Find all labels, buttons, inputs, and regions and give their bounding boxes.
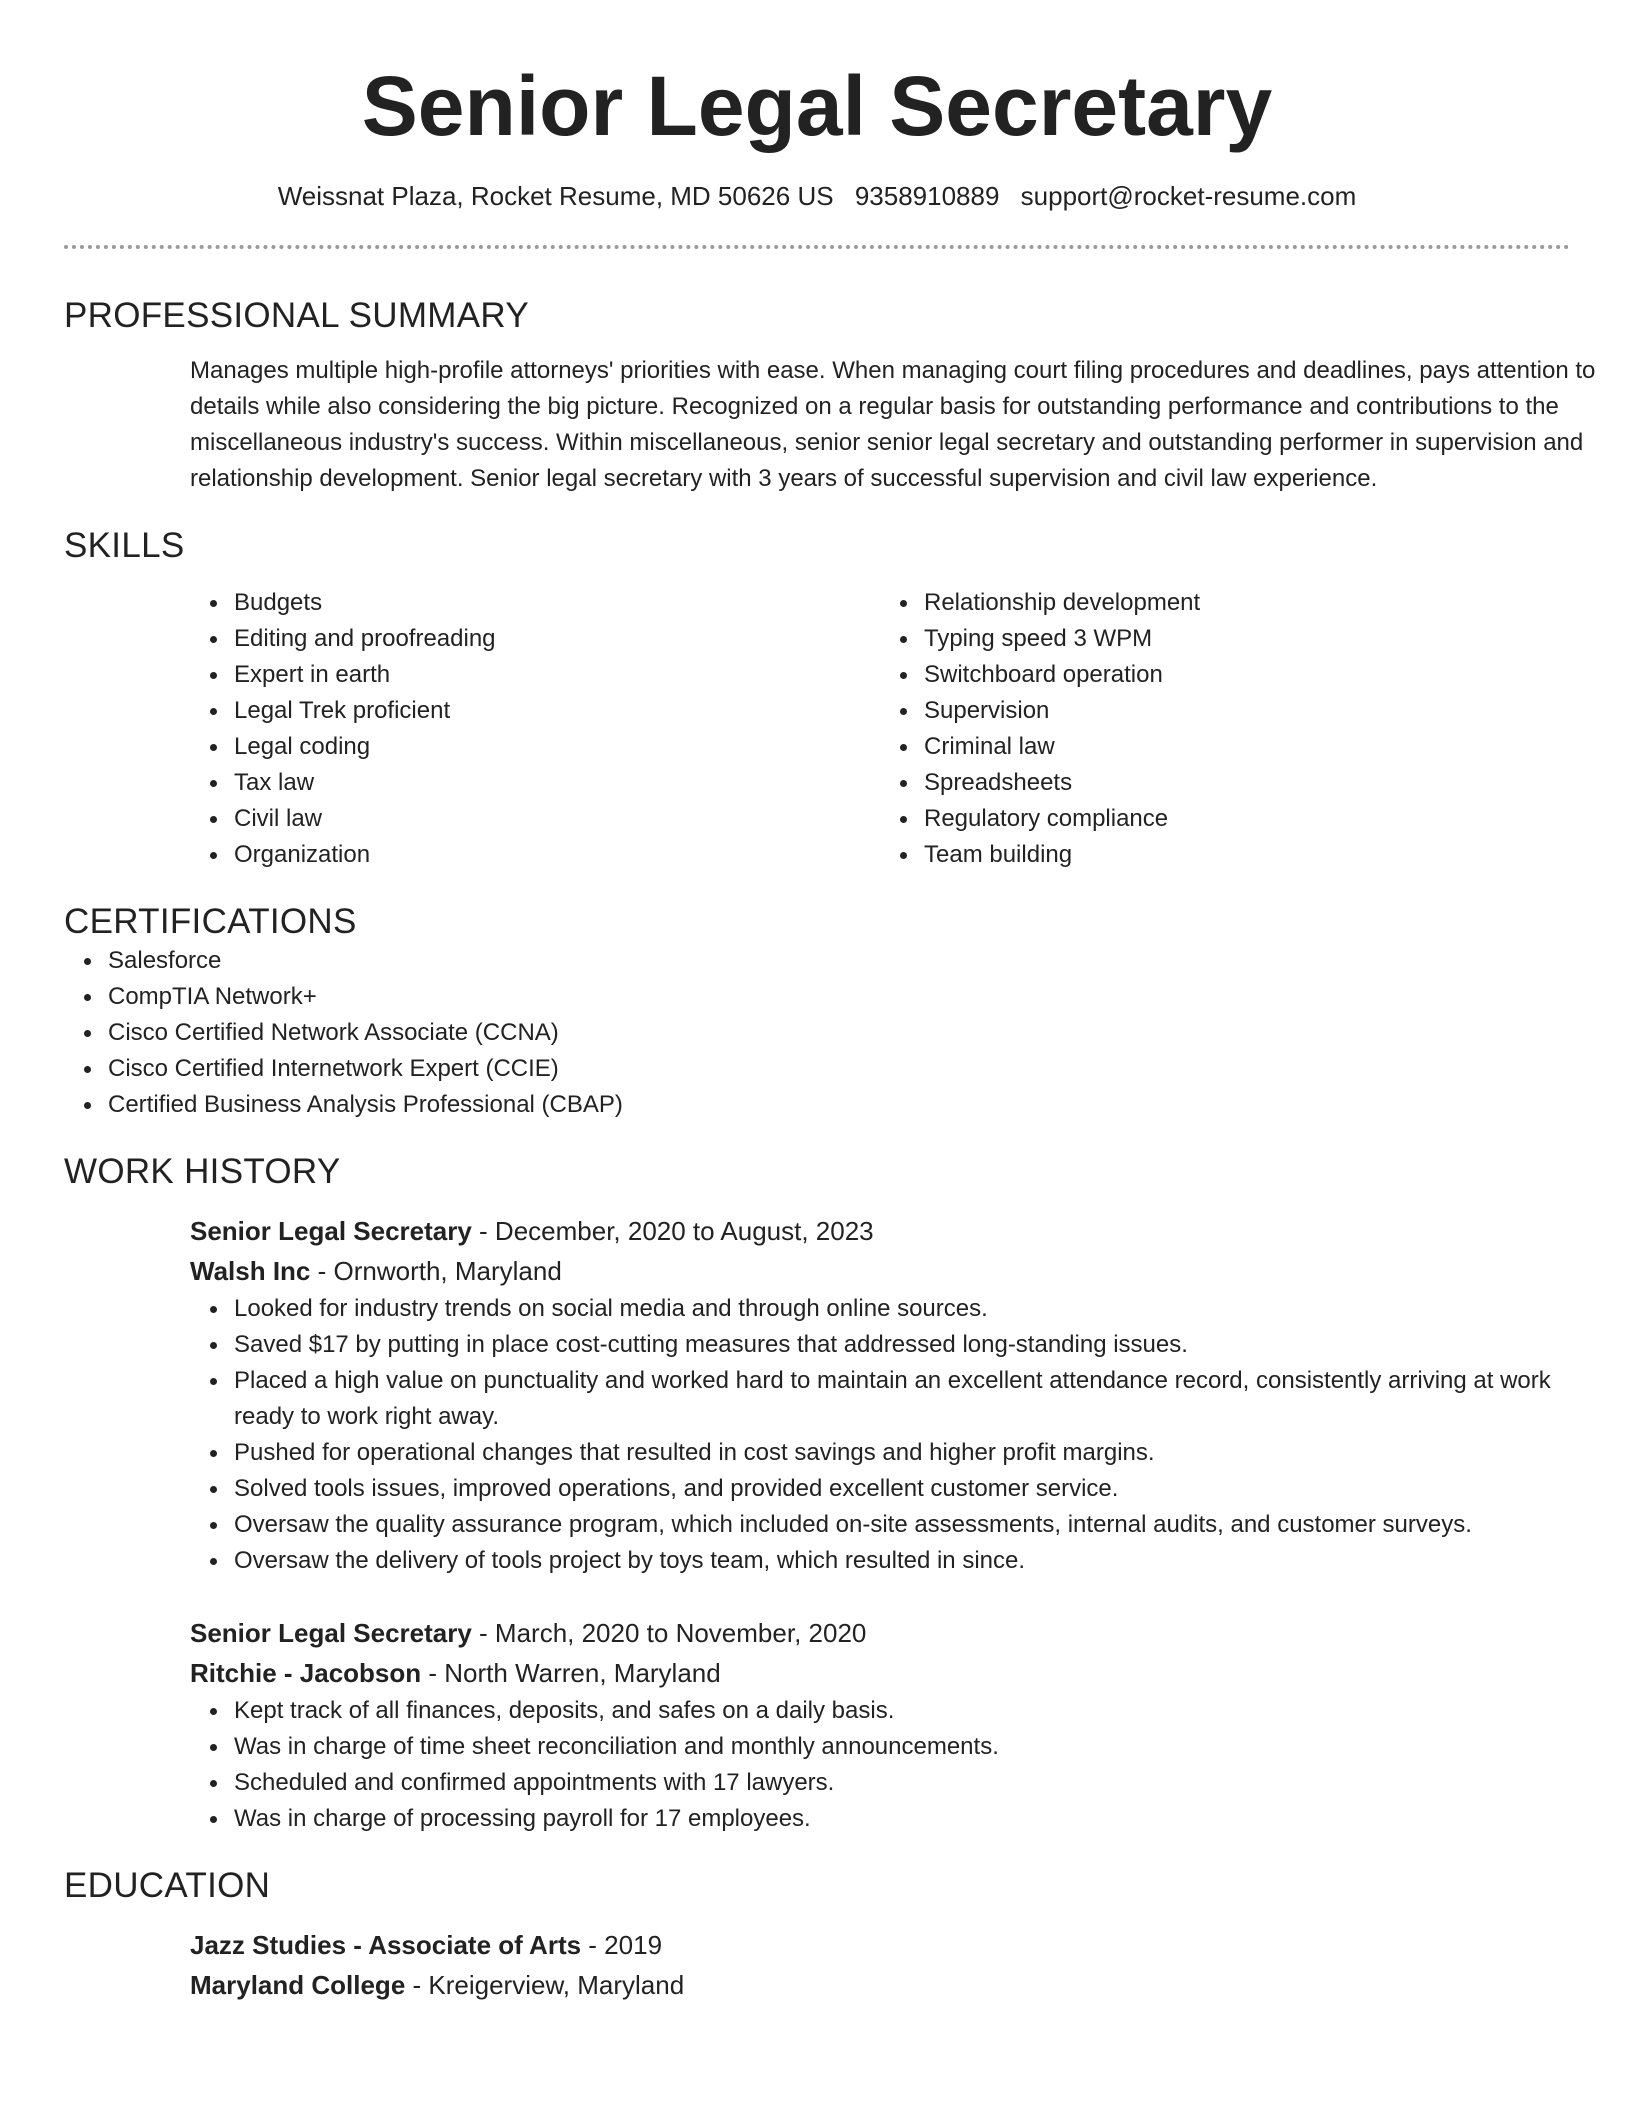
section-title-education: EDUCATION <box>64 1866 271 1905</box>
skill-item: Budgets <box>234 585 880 621</box>
skill-item: Editing and proofreading <box>234 621 880 657</box>
job-company-line <box>190 1653 1570 1693</box>
summary-section <box>64 295 1596 497</box>
job-bullet: Solved tools issues, improved operations, and provided excellent customer service. <box>234 1471 1610 1507</box>
certification-item: Cisco Certified Network Associate (CCNA) <box>108 1015 1570 1051</box>
education-entry <box>190 1925 1570 2005</box>
skills-list-left <box>190 585 880 873</box>
job-company: Ritchie - Jacobson <box>190 1658 422 1688</box>
job-bullet: Pushed for operational changes that resulted in cost savings and higher profit margins. <box>234 1435 1610 1471</box>
skill-item: Expert in earth <box>234 657 880 693</box>
skill-item: Team building <box>924 837 1570 873</box>
section-title-certifications: CERTIFICATIONS <box>64 902 357 941</box>
job-bullet: Looked for industry trends on social media and through online sources. <box>234 1291 1610 1327</box>
skill-item: Relationship development <box>924 585 1570 621</box>
job-entry <box>190 1613 1570 1837</box>
job-bullet: Was in charge of processing payroll for 17 employees. <box>234 1801 1610 1837</box>
skill-item: Supervision <box>924 693 1570 729</box>
job-bullet: Placed a high value on punctuality and worked hard to maintain an excellent attendance record, consistently arriving at work ready to work right away. <box>234 1363 1610 1435</box>
job-dates: - December, 2020 to August, 2023 <box>471 1216 874 1246</box>
skill-item: Tax law <box>234 765 880 801</box>
certification-item: Salesforce <box>108 943 1570 979</box>
skills-section <box>64 525 1570 873</box>
certification-item: Certified Business Analysis Professional (CBAP) <box>108 1087 1570 1123</box>
resume-name: Senior Legal Secretary <box>361 59 1273 153</box>
job-bullet: Kept track of all finances, deposits, and safes on a daily basis. <box>234 1693 1610 1729</box>
job-bullet: Scheduled and confirmed appointments with 17 lawyers. <box>234 1765 1610 1801</box>
skill-item: Switchboard operation <box>924 657 1570 693</box>
job-location: - North Warren, Maryland <box>421 1658 721 1688</box>
certifications-section <box>64 901 1570 1123</box>
certification-item: Cisco Certified Internetwork Expert (CCIE) <box>108 1051 1570 1087</box>
job-bullet: Was in charge of time sheet reconciliation and monthly announcements. <box>234 1729 1610 1765</box>
education-school-line <box>190 1965 1570 2005</box>
skill-item: Legal Trek proficient <box>234 693 880 729</box>
education-school: Maryland College <box>190 1970 406 2000</box>
job-bullets <box>190 1693 1570 1837</box>
job-company: Walsh Inc <box>190 1256 311 1286</box>
certification-item: CompTIA Network+ <box>108 979 1570 1015</box>
work-history-section <box>64 1151 1570 1837</box>
job-bullet: Oversaw the quality assurance program, which included on-site assessments, internal audits, and customer surveys. <box>234 1507 1610 1543</box>
contact-info <box>64 180 1570 212</box>
skill-item: Regulatory compliance <box>924 801 1570 837</box>
contact-phone: 9358910889 <box>854 181 1000 211</box>
job-company-line <box>190 1251 1570 1291</box>
job-title-line <box>190 1211 1570 1251</box>
job-location: - Ornworth, Maryland <box>310 1256 562 1286</box>
resume-page <box>64 0 1596 2005</box>
job-dates: - March, 2020 to November, 2020 <box>471 1618 867 1648</box>
education-degree: Jazz Studies - Associate of Arts <box>190 1930 582 1960</box>
skill-item: Civil law <box>234 801 880 837</box>
section-title-skills: SKILLS <box>64 526 185 565</box>
education-location: - Kreigerview, Maryland <box>405 1970 685 2000</box>
job-bullet: Saved $17 by putting in place cost-cutting measures that addressed long-standing issues. <box>234 1327 1610 1363</box>
skill-item: Organization <box>234 837 880 873</box>
contact-address: Weissnat Plaza, Rocket Resume, MD 50626 US <box>277 181 834 211</box>
skill-item: Spreadsheets <box>924 765 1570 801</box>
skill-item: Typing speed 3 WPM <box>924 621 1570 657</box>
skill-item: Legal coding <box>234 729 880 765</box>
summary-text: Manages multiple high-profile attorneys' priorities with ease. When managing court filing procedures and deadlines, pays attention to details while also considering the big picture. Recognized on a regular basis for outstanding performance and contributions to the miscellaneous industry's success. Within miscellaneous, senior senior legal secretary and outstanding performer in supervision and relationship development. Senior legal secretary with 3 years of successful supervision and civil law experience. <box>190 357 1596 492</box>
education-section <box>64 1865 1570 2005</box>
skills-columns <box>190 585 1570 873</box>
skill-item: Criminal law <box>924 729 1570 765</box>
job-bullet: Oversaw the delivery of tools project by toys team, which resulted in since. <box>234 1543 1610 1579</box>
job-title-line <box>190 1613 1570 1653</box>
education-degree-line <box>190 1925 1570 1965</box>
job-role: Senior Legal Secretary <box>190 1618 472 1648</box>
section-title-work-history: WORK HISTORY <box>64 1152 341 1191</box>
contact-email[interactable]: support@rocket-resume.com <box>1020 181 1357 211</box>
education-year: - 2019 <box>581 1930 663 1960</box>
job-bullets <box>190 1291 1570 1579</box>
header-divider <box>64 245 1570 249</box>
certifications-list <box>64 943 1570 1123</box>
skills-list-right <box>880 585 1570 873</box>
job-role: Senior Legal Secretary <box>190 1216 472 1246</box>
job-entry <box>190 1211 1570 1579</box>
section-title-summary: PROFESSIONAL SUMMARY <box>64 296 529 335</box>
